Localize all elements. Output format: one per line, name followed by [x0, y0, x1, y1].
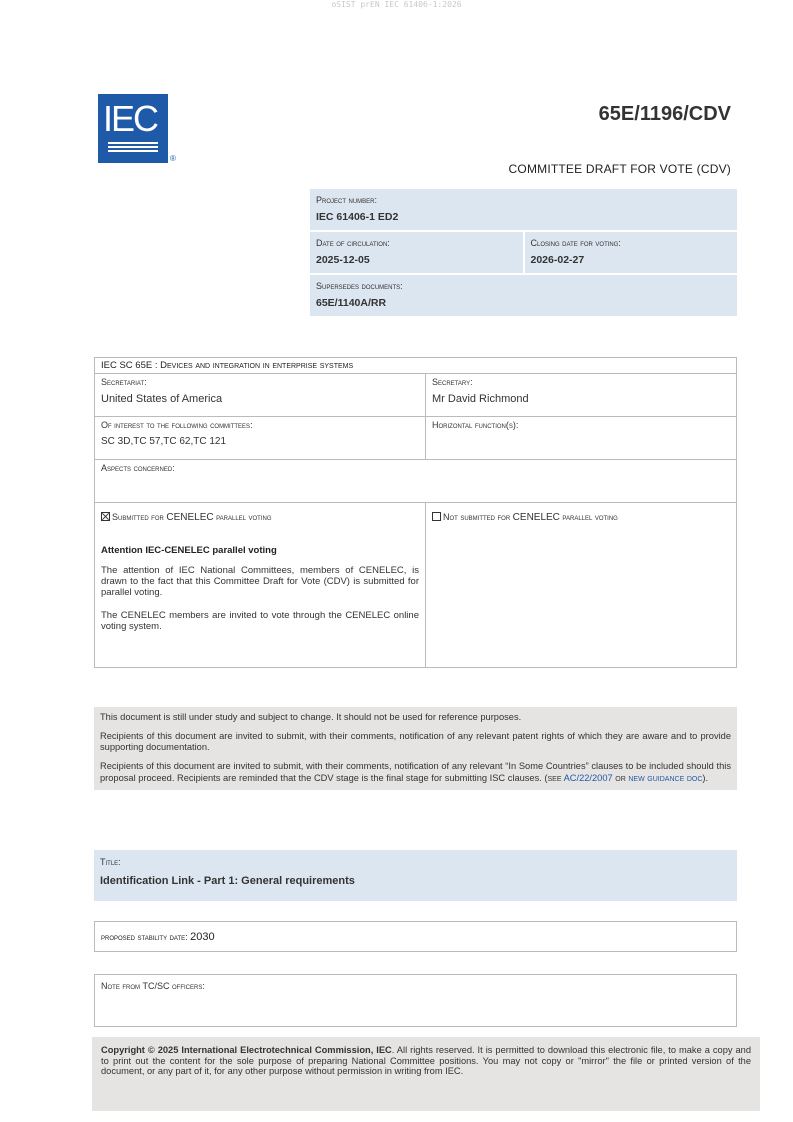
checked-box-icon — [101, 512, 110, 521]
committee-name: Devices and integration in enterprise systems — [160, 360, 354, 371]
notice-end: ). — [702, 772, 709, 783]
copyright-text: . All rights reserved. It is permitted to download this electronic file, to make a copy and to print out the content for the sole purpose of preparing National Committee positions. You may not copy or "mirror" the file or printed version of the document, or any part of it, for any other purpose without permission in writing from IEC. — [101, 1045, 751, 1077]
supersedes-label: Supersedes documents: — [316, 281, 403, 291]
interest-value: SC 3D,TC 57,TC 62,TC 121 — [101, 436, 227, 447]
circulation-cell — [310, 232, 523, 273]
secretariat-value: United States of America — [101, 393, 223, 405]
attention-title: Attention IEC-CENELEC parallel voting — [101, 545, 277, 556]
iec-logo — [98, 94, 168, 163]
project-panel — [310, 189, 737, 316]
notice-or: or — [612, 772, 629, 783]
title-label: Title: — [100, 857, 121, 867]
new-guidance-doc-link[interactable]: new guidance doc — [628, 772, 703, 783]
interest-label: Of interest to the following committees: — [101, 420, 253, 430]
document-number: 65E/1196/CDV — [598, 103, 731, 125]
aspects-label: Aspects concerned: — [101, 463, 175, 473]
not-submitted-text-b: CENELEC — [512, 512, 560, 523]
stability-label: proposed stability date: — [101, 932, 191, 942]
copyright-bold: Copyright © 2025 International Electrotechnical Commission, IEC — [101, 1045, 392, 1055]
logo-line — [108, 146, 158, 148]
stability-date-box — [94, 921, 737, 952]
dates-row — [310, 232, 737, 273]
not-submitted-text-a: Not submitted for — [443, 512, 513, 522]
copyright-box — [92, 1037, 760, 1111]
closing-label: Closing date for voting: — [530, 238, 621, 248]
notice-box — [94, 707, 737, 790]
aspects-cell — [95, 460, 737, 503]
secretariat-label: Secretariat: — [101, 377, 147, 387]
note-label-b: TC/SC — [142, 981, 170, 991]
closing-cell — [525, 232, 738, 273]
interest-cell — [95, 417, 426, 460]
submitted-text-a: Submitted for — [112, 512, 167, 522]
not-submitted-option — [432, 512, 730, 523]
committee-cell — [95, 358, 737, 374]
ac-22-2007-link[interactable]: AC/22/2007 — [563, 772, 613, 783]
note-label-a: Note from — [101, 981, 143, 991]
officers-note-box — [94, 974, 737, 1027]
project-number-label: Project number: — [316, 195, 378, 205]
horizontal-label: Horizontal function(s): — [432, 420, 519, 430]
unchecked-box-icon — [432, 512, 441, 521]
notice-p3-text: Recipients of this document are invited to submit, with their comments, notification of any relevant “In Some Countries” clauses to be included should this proposal proceed. Recipients are reminded that the CDV stage is the final stage for submitting ISC clauses. ( — [100, 761, 731, 783]
logo-text: IEC — [103, 98, 158, 139]
closing-value: 2026-02-27 — [530, 254, 585, 266]
secretary-cell — [426, 374, 737, 417]
circulation-label: Date of circulation: — [316, 238, 390, 248]
registered-mark: ® — [170, 154, 176, 163]
watermark: oSIST prEN IEC 61406-1:2026 — [331, 0, 462, 9]
secretary-label: Secretary: — [432, 377, 473, 387]
notice-paragraph-2: Recipients of this document are invited to submit, with their comments, notification of any relevant patent rights of which they are aware and to provide supporting documentation. — [100, 731, 731, 753]
submitted-option — [101, 512, 419, 523]
attention-paragraph-1: The attention of IEC National Committees, members of CENELEC, is drawn to the fact that this Committee Draft for Vote (CDV) is submitted for parallel voting. — [101, 565, 419, 598]
submitted-text-c: parallel voting — [213, 512, 272, 522]
not-submitted-text-c: parallel voting — [559, 512, 618, 522]
logo-line — [108, 150, 158, 152]
secretariat-cell — [95, 374, 426, 417]
notice-paragraph-3 — [100, 761, 731, 783]
horizontal-cell — [426, 417, 737, 460]
project-number-value: IEC 61406-1 ED2 — [316, 211, 399, 223]
secretary-value: Mr David Richmond — [432, 393, 529, 405]
supersedes-cell — [310, 275, 737, 316]
logo-line — [108, 142, 158, 144]
project-number-cell — [310, 189, 737, 230]
stability-value: 2030 — [190, 931, 215, 943]
supersedes-value: 65E/1140A/RR — [316, 297, 387, 309]
notice-paragraph-1: This document is still under study and subject to change. It should not be used for reference purposes. — [100, 712, 522, 722]
note-label-c: officers: — [169, 981, 205, 991]
not-submitted-cell — [426, 503, 737, 668]
notice-see: see — [547, 772, 564, 783]
title-value: Identification Link - Part 1: General requirements — [100, 875, 355, 887]
committee-info-table — [94, 357, 737, 668]
submitted-text-b: CENELEC — [166, 512, 214, 523]
parallel-voting-cell — [95, 503, 426, 668]
officers-note-label — [101, 981, 730, 991]
committee-code: IEC SC 65E : — [101, 360, 161, 371]
attention-paragraph-2: The CENELEC members are invited to vote through the CENELEC online voting system. — [101, 609, 419, 632]
title-box — [94, 850, 737, 901]
document-type: COMMITTEE DRAFT FOR VOTE (CDV) — [508, 162, 731, 176]
circulation-value: 2025-12-05 — [316, 254, 370, 266]
